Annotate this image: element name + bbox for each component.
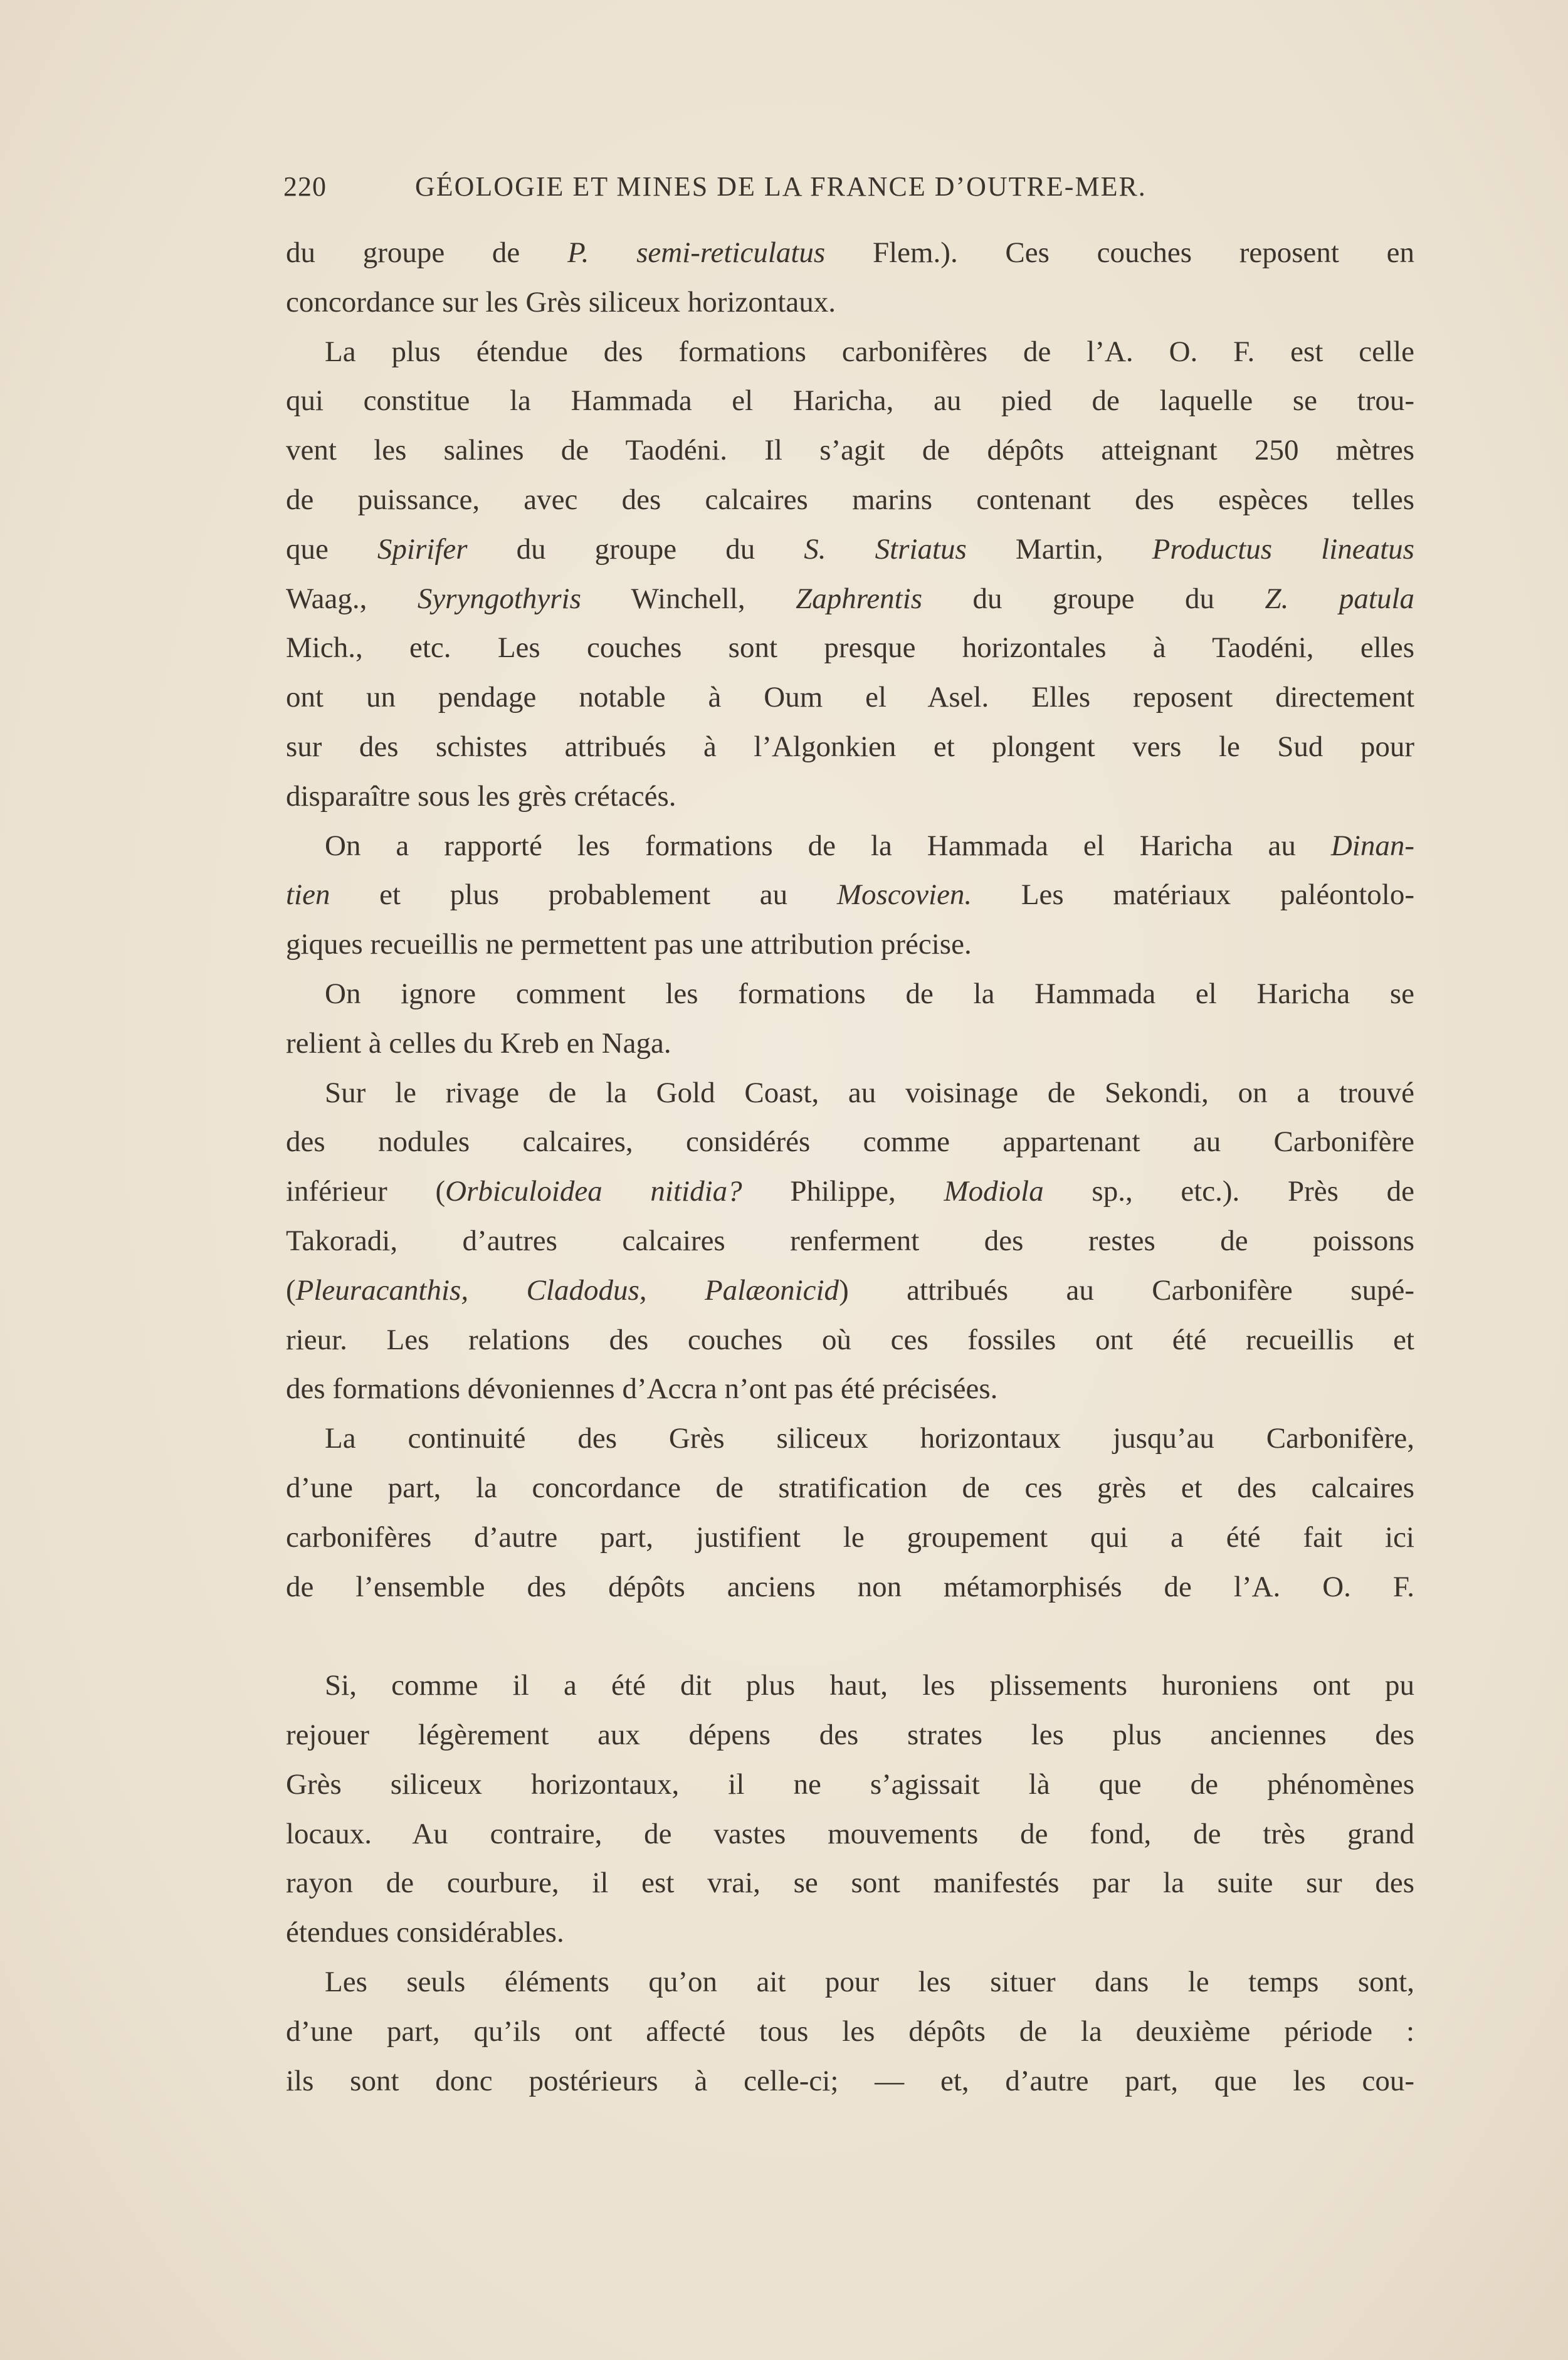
text-segment: étendues considérables. [286,1916,564,1949]
text-segment: On a rapporté les formations de la Hammada el Haricha au [325,829,1331,862]
text-line [286,228,1414,277]
text-segment: de puissance, avec des calcaires marins contenant des espèces telles [286,483,1414,516]
text-segment: Winchell, [581,582,796,615]
italic-text: Moscovien. [836,878,972,912]
text-line [286,1562,1414,1611]
italic-text: Zaphrentis [796,582,923,615]
italic-text: Syryngothyris [417,582,581,615]
italic-text: Spirifer [377,532,468,566]
text-segment: relient à celles du Kreb en Naga. [286,1026,671,1060]
text-line [286,673,1414,722]
text-segment: La continuité des Grès siliceux horizontaux jusqu’au Carbonifère, [325,1422,1414,1455]
text-segment: ( [286,1273,296,1307]
text-line [286,1266,1414,1315]
running-header [283,164,1261,208]
text-line [286,1858,1414,1907]
italic-text: Modiola [944,1175,1044,1208]
text-segment: du groupe de [286,236,568,269]
italic-text: Z. patula [1265,582,1414,615]
text-line [325,327,1414,376]
italic-text: Dinan- [1330,829,1414,862]
text-segment: ils sont donc postérieurs à celle-ci; — et, d’autre part, que les cou- [286,2064,1414,2097]
text-segment: de l’ensemble des dépôts anciens non métamorphisés de l’A. O. F. [286,1570,1414,1603]
text-segment: Mich., etc. Les couches sont presque horizontales à Taodéni, elles [286,631,1414,665]
text-line [286,772,1414,821]
text-segment: sur des schistes attribués à l’Algonkien et plongent vers le Sud pour [286,730,1414,763]
running-title: GÉOLOGIE ET MINES DE LA FRANCE D’OUTRE-MER. [415,171,1147,202]
italic-text: tien [286,878,330,912]
text-line [286,1315,1414,1364]
text-segment: des formations dévoniennes d’Accra n’ont pas été précisées. [286,1372,998,1406]
text-line [286,426,1414,475]
italic-text: Productus lineatus [1152,532,1414,566]
text-segment: Takoradi, d’autres calcaires renferment des restes de poissons [286,1225,1414,1257]
text-segment: sp., etc.). Près de [1043,1175,1414,1208]
italic-text: Pleuracanthis, Cladodus, Palæonicid [295,1273,839,1307]
text-segment: qui constitue la Hammada el Haricha, au pied de laquelle se trou- [286,384,1414,418]
text-segment: rejouer légèrement aux dépens des strates les plus anciennes des [286,1719,1414,1751]
text-segment: Si, comme il a été dit plus haut, les plissements huroniens ont pu [325,1669,1414,1702]
text-line [325,821,1414,870]
text-line [286,623,1414,672]
text-line [286,1216,1414,1265]
text-segment: inférieur ( [286,1175,446,1208]
text-segment: rieur. Les relations des couches où ces fossiles ont été recueillis et [286,1323,1414,1356]
text-line [286,1810,1414,1858]
text-segment: ) attribués au Carbonifère supé- [839,1273,1414,1307]
text-segment: Flem.). Ces couches reposent en [825,236,1415,269]
text-line [325,1068,1414,1117]
text-line [325,1414,1414,1463]
text-segment: des nodules calcaires, considérés comme appartenant au Carbonifère [286,1125,1414,1159]
text-segment: d’une part, qu’ils ont affecté tous les dépôts de la deuxième période : [286,2015,1414,2048]
text-line [325,969,1414,1018]
text-line [325,1661,1414,1710]
text-line [286,870,1414,919]
text-segment: Waag., [286,582,418,615]
text-segment: ont un pendage notable à Oum el Asel. Elles reposent directement [286,681,1414,714]
italic-text: P. semi-reticulatus [567,236,826,269]
italic-text: Orbiculoidea nitidia? [445,1175,742,1208]
text-line [286,574,1414,623]
text-segment: Les matériaux paléontolo- [972,878,1414,912]
text-segment: Les seuls éléments qu’on ait pour les situer dans le temps sont, [325,1966,1414,1998]
text-segment: carbonifères d’autre part, justifient le groupement qui a été fait ici [286,1520,1414,1554]
text-line [286,1908,1414,1957]
text-line [286,475,1414,524]
italic-text: S. Striatus [804,532,967,566]
text-line [286,1364,1414,1413]
text-segment: et plus probablement au [330,878,837,912]
text-segment: disparaître sous les grès crétacés. [286,779,676,813]
text-segment: que [286,532,377,566]
text-line [286,278,1414,327]
page-number: 220 [283,171,327,202]
text-segment: La plus étendue des formations carbonifères de l’A. O. F. est celle [325,335,1414,368]
text-line [286,920,1414,969]
text-line [286,722,1414,771]
text-segment: du groupe du [922,582,1265,615]
text-segment: Grès siliceux horizontaux, il ne s’agissait là que de phénomènes [286,1767,1414,1801]
text-line [286,1760,1414,1809]
text-line [286,2007,1414,2056]
text-line [286,1019,1414,1068]
text-segment: rayon de courbure, il est vrai, se sont manifestés par la suite sur des [286,1867,1414,1900]
text-line [325,1957,1414,2006]
text-segment: Philippe, [742,1175,944,1208]
text-segment: vent les salines de Taodéni. Il s’agit de dépôts atteignant 250 mètres [286,434,1414,467]
text-segment: locaux. Au contraire, de vastes mouvements de fond, de très grand [286,1817,1414,1850]
text-line [286,1167,1414,1216]
text-line [286,1117,1414,1166]
text-segment: d’une part, la concordance de stratification de ces grès et des calcaires [286,1472,1414,1504]
text-line [286,1710,1414,1759]
text-segment: du groupe du [467,532,804,566]
text-line [286,1463,1414,1512]
text-segment: concordance sur les Grès siliceux horizontaux. [286,285,836,319]
text-segment: giques recueillis ne permettent pas une attribution précise. [286,928,972,961]
text-segment: Martin, [966,532,1152,566]
text-line [286,376,1414,425]
text-segment: Sur le rivage de la Gold Coast, au voisinage de Sekondi, on a trouvé [325,1076,1414,1109]
text-line [286,525,1414,574]
text-line [286,1513,1414,1562]
text-line [286,2057,1414,2105]
text-segment: On ignore comment les formations de la Hammada el Haricha se [325,977,1414,1010]
